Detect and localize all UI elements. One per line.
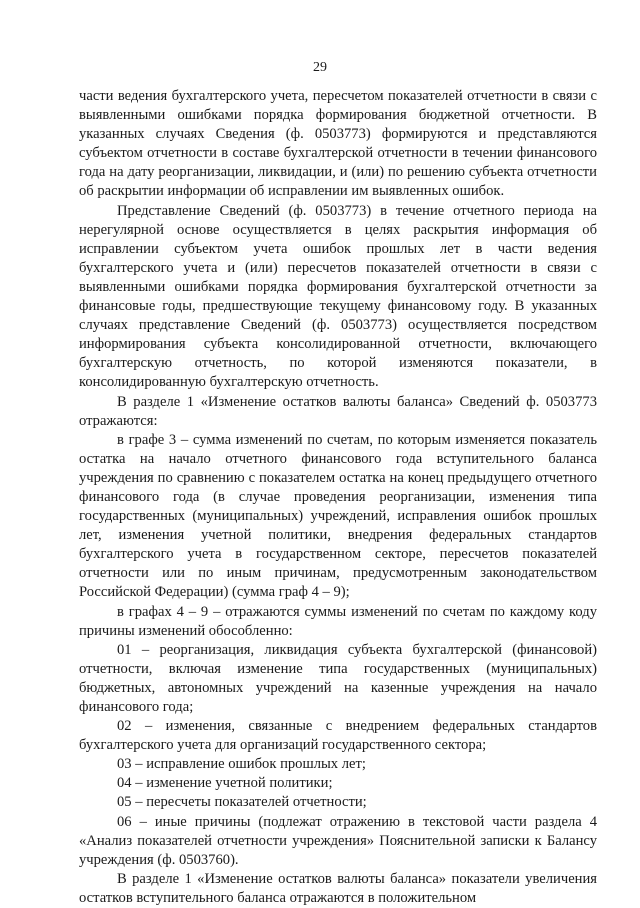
list-item-01: 01 – реорганизация, ликвидация субъекта бухгалтерской (финансовой) отчетности, включая изменение типа государственных (муниципальных) бюджетных, автономных учреждений на казенные учреждения на начало финансового года; [79, 641, 597, 715]
paragraph-4: в графе 3 – сумма изменений по счетам, по которым изменяется показатель остатка на начало отчетного финансового года вступительного баланса учреждения по сравнению с показателем остатка на конец предыдущего отчетного финансового года (в случае проведения реорганизации, изменения типа государственных (муниципальных) учреждений, исправления ошибок прошлых лет, изменения учетной политики, внедрения федеральных стандартов бухгалтерского учета в государственном секторе, пересчетов показателей отчетности или по иным причинам, предусмотренным законодательством Российской Федерации) (сумма граф 4 – 9); [79, 431, 597, 601]
paragraph-last: В разделе 1 «Изменение остатков валюты баланса» показатели увеличения остатков вступительного баланса отражаются в положительном [79, 870, 597, 906]
list-item-02: 02 – изменения, связанные с внедрением федеральных стандартов бухгалтерского учета для организаций государственного сектора; [79, 718, 597, 754]
list-item-05: 05 – пересчеты показателей отчетности; [117, 794, 367, 811]
list-item-06: 06 – иные причины (подлежат отражению в текстовой части раздела 4 «Анализ показателей отчетности учреждения» Пояснительной записки к Балансу учреждения (ф. 0503760). [79, 813, 597, 868]
paragraph-2: Представление Сведений (ф. 0503773) в течение отчетного периода на нерегулярной основе осуществляется в целях раскрытия информация об исправлении субъектом учета ошибок прошлых лет в части ведения бухгалтерского учета и (или) пересчетов показателей отчетности в связи с выявленными ошибками порядка формирования бухгалтерской отчетности за финансовые годы, предшествующие текущему финансовому году. В указанных случаях представление Сведений (ф. 0503773) осуществляется посредством информирования субъекта консолидированной отчетности, включающего бухгалтерскую отчетность, по которой изменяются показатели, в консолидированную бухгалтерскую отчетность. [79, 202, 597, 391]
page-body [79, 87, 597, 908]
paragraph-3: В разделе 1 «Изменение остатков валюты баланса» Сведений ф. 0503773 отражаются: [79, 393, 597, 429]
paragraph-1: части ведения бухгалтерского учета, пересчетом показателей отчетности в связи с выявленными ошибками порядка формирования бюджетной отчетности. В указанных случаях Сведения (ф. 0503773) формируются и представляются субъектом отчетности в составе бухгалтерской отчетности в течении финансового года на дату реорганизации, ликвидации, и (или) по решению субъекта отчетности об раскрытии информации об исправлении им выявленных ошибок. [79, 88, 597, 200]
list-item-04: 04 – изменение учетной политики; [117, 775, 333, 792]
list-item-03: 03 – исправление ошибок прошлых лет; [117, 756, 366, 773]
page-number: 29 [313, 60, 327, 75]
paragraph-5: в графах 4 – 9 – отражаются суммы изменений по счетам по каждому коду причины изменений обособленно: [79, 603, 597, 639]
